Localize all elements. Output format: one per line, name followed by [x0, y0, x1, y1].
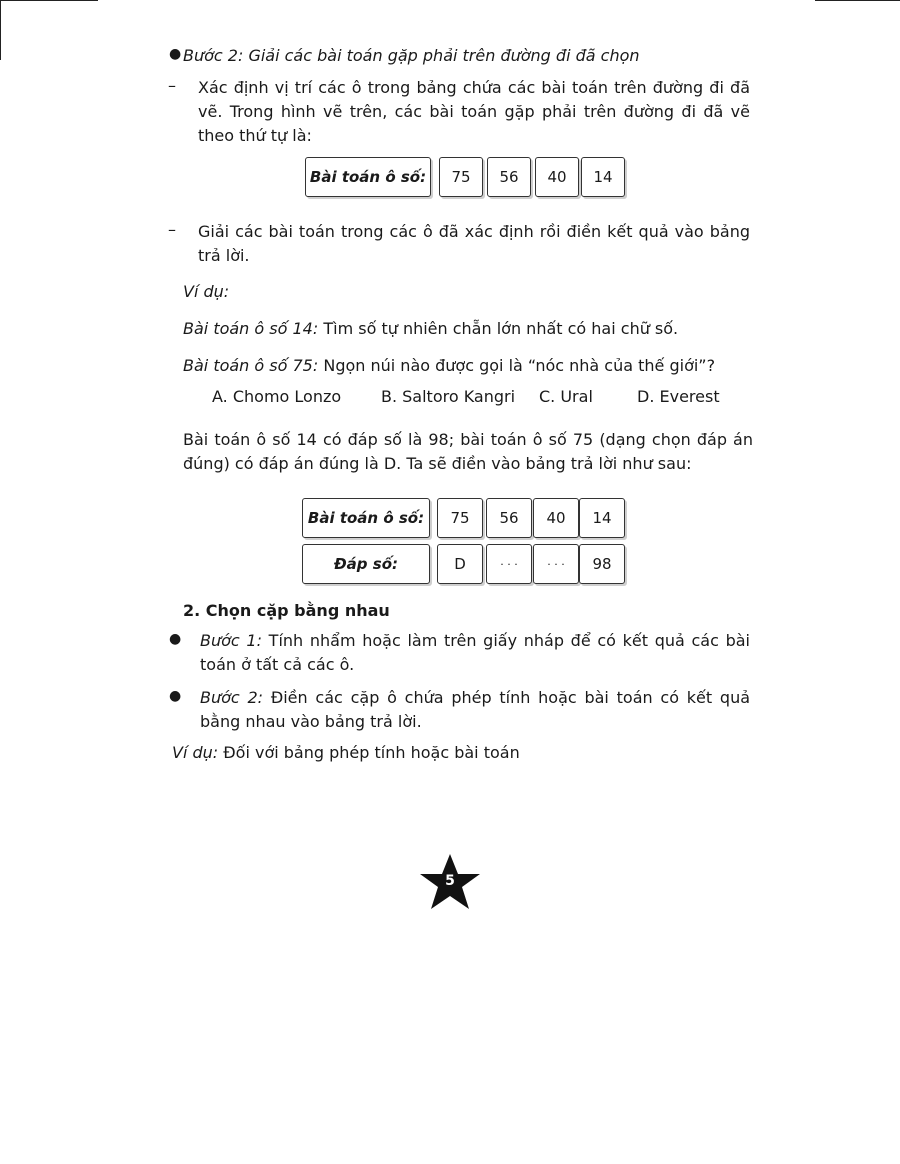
- table1-label: Bài toán ô số:: [305, 157, 431, 197]
- table2-cell: 40: [533, 498, 579, 538]
- table1-cell: 56: [487, 157, 531, 197]
- dash1-paragraph: Xác định vị trí các ô trong bảng chứa các bài toán trên đường đi đã vẽ. Trong hình vẽ trên, các bài toán gặp phải trên đường đi đã vẽ theo thứ tự là:: [198, 78, 750, 145]
- bullet-icon: ●: [169, 46, 182, 62]
- option-a: A. Chomo Lonzo: [212, 387, 342, 406]
- step2-text: Điền các cặp ô chứa phép tính hoặc bài toán có kết quả bằng nhau vào bảng trả lời.: [200, 688, 751, 731]
- bullet-icon: ●: [169, 688, 182, 704]
- problem75-prefix: Bài toán ô số 75:: [183, 356, 319, 375]
- table1-cell: 40: [535, 157, 579, 197]
- option-c: C. Ural: [539, 387, 593, 406]
- table2-cell: 56: [486, 498, 532, 538]
- dash-marker: –: [168, 220, 176, 239]
- top-right-rule: [815, 0, 900, 1]
- problem14-text: Tìm số tự nhiên chẵn lớn nhất có hai chữ số.: [323, 319, 679, 338]
- section2-heading: 2. Chọn cặp bằng nhau: [183, 601, 390, 620]
- answer-paragraph: Bài toán ô số 14 có đáp số là 98; bài toán ô số 75 (dạng chọn đáp án đúng) có đáp án đúng là D. Ta sẽ điền vào bảng trả lời như sau:: [183, 430, 753, 473]
- table1-cell: 14: [581, 157, 625, 197]
- option-b: B. Saltoro Kangri: [381, 387, 516, 406]
- dash2-paragraph: Giải các bài toán trong các ô đã xác định rồi điền kết quả vào bảng trả lời.: [198, 222, 750, 265]
- section2-example: [172, 741, 742, 765]
- problem14-prefix: Bài toán ô số 14:: [183, 319, 319, 338]
- problem75-text: Ngọn núi nào được gọi là “nóc nhà của thế giới”?: [323, 356, 716, 375]
- table1-cell: 75: [439, 157, 483, 197]
- example2-text: Đối với bảng phép tính hoặc bài toán: [223, 743, 520, 762]
- step2-prefix: Bước 2:: [200, 688, 264, 707]
- answer-cell: D: [437, 544, 483, 584]
- section2-step1: [200, 629, 750, 677]
- answer-cell: · · ·: [533, 544, 579, 584]
- step2-heading: Bước 2: Giải các bài toán gặp phải trên đường đi đã chọn: [183, 46, 640, 65]
- left-margin-rule: [0, 0, 1, 60]
- step1-prefix: Bước 1:: [200, 631, 262, 650]
- example-label: Ví dụ:: [183, 282, 230, 301]
- table2-cell: 14: [579, 498, 625, 538]
- answer-cell: · · ·: [486, 544, 532, 584]
- problem-14: [183, 317, 753, 341]
- option-d: D. Everest: [637, 387, 720, 406]
- table2-cell: 75: [437, 498, 483, 538]
- example2-prefix: Ví dụ:: [172, 743, 219, 762]
- dash-marker: –: [168, 76, 176, 95]
- problem-75: [183, 354, 753, 378]
- table2-label: Bài toán ô số:: [302, 498, 430, 538]
- top-left-rule: [0, 0, 98, 1]
- step1-text: Tính nhẩm hoặc làm trên giấy nháp để có kết quả các bài toán ở tất cả các ô.: [200, 631, 751, 674]
- page-number: 5: [445, 873, 455, 889]
- answer-cell: 98: [579, 544, 625, 584]
- bullet-icon: ●: [169, 631, 182, 647]
- table2-answer-label: Đáp số:: [302, 544, 430, 584]
- section2-step2: [200, 686, 750, 734]
- page-number-star: [418, 852, 482, 912]
